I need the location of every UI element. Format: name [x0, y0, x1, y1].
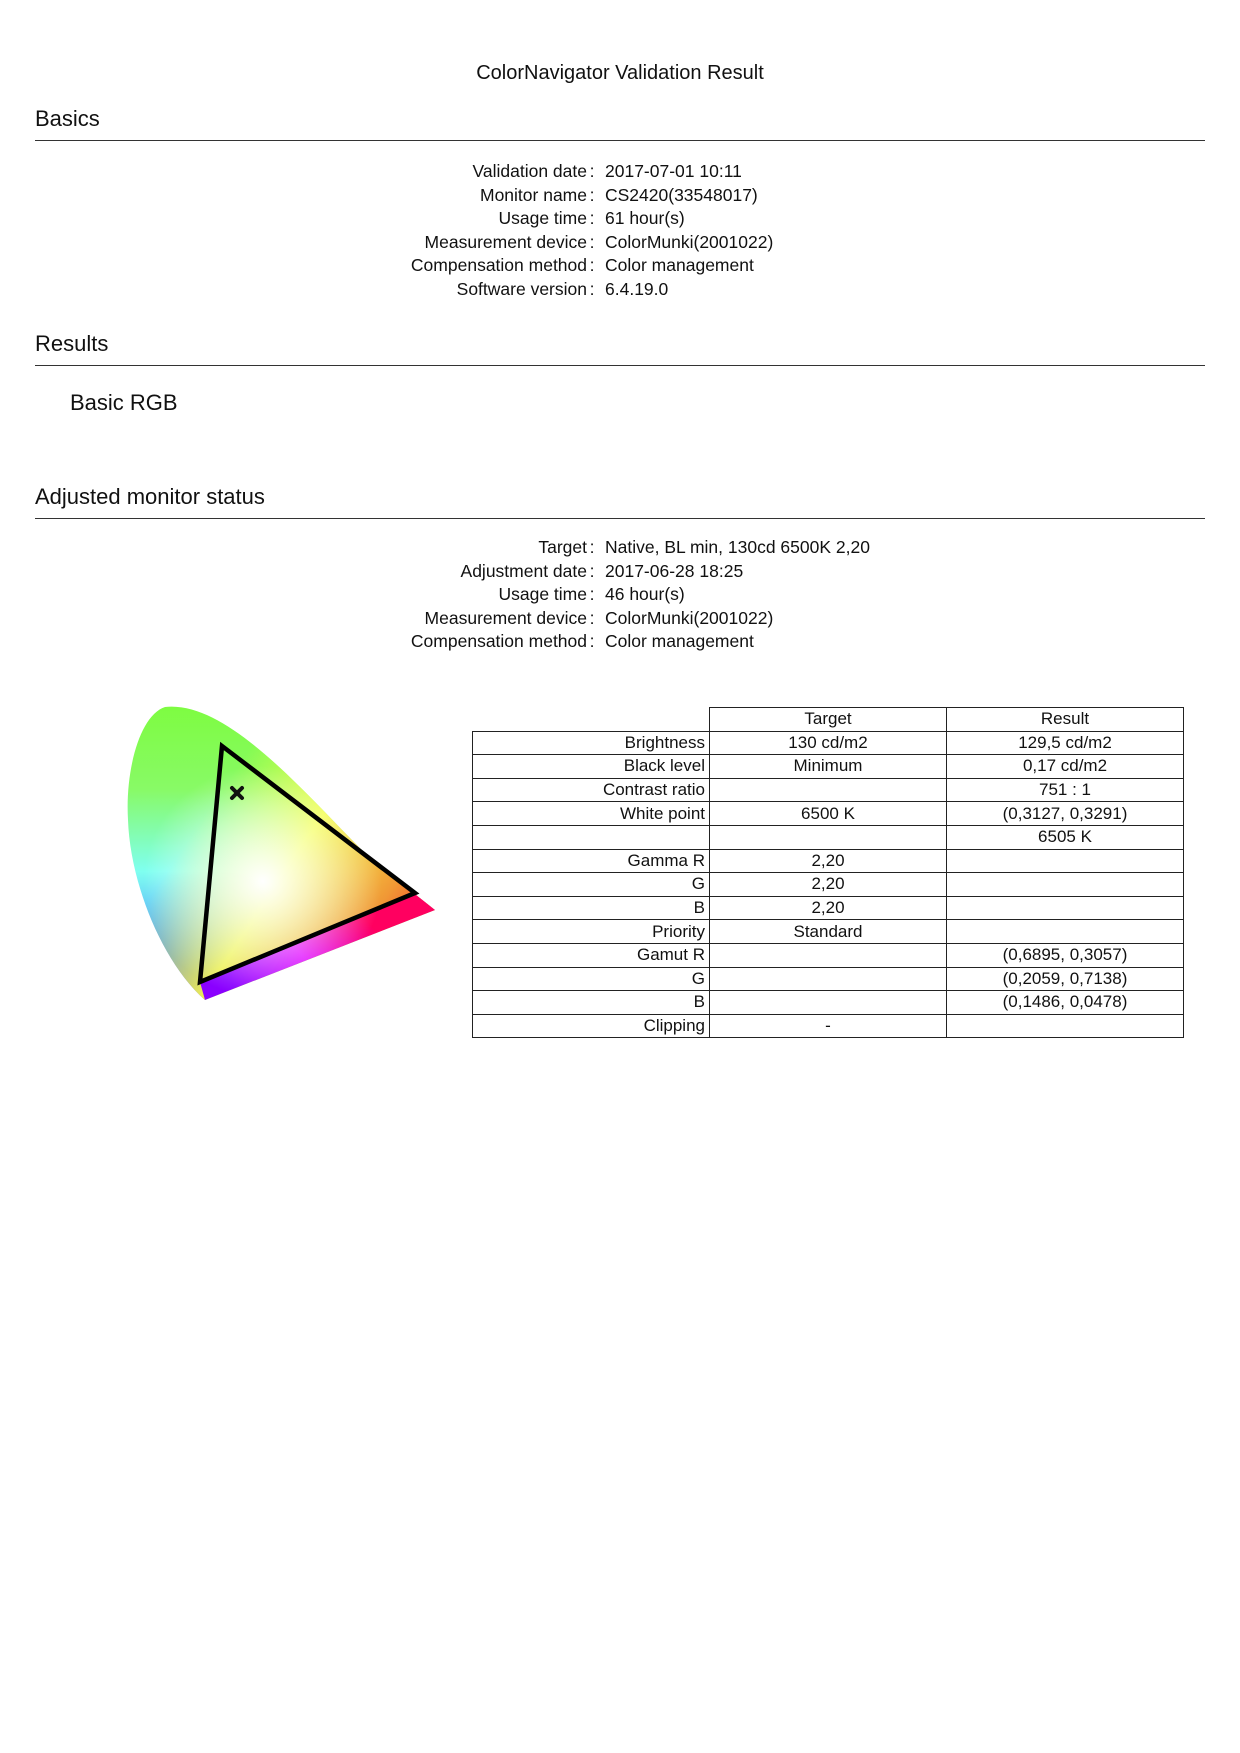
- table-header-result: Result: [947, 708, 1184, 732]
- table-row: [473, 755, 1184, 779]
- row-result-value: (0,2059, 0,7138): [947, 967, 1184, 991]
- row-target-value: [710, 825, 947, 849]
- adjusted-info-value: Native, BL min, 130cd 6500K 2,20: [605, 537, 870, 557]
- adjusted-info-row: [0, 607, 1240, 631]
- basics-info-separator: :: [589, 208, 595, 229]
- row-result-value: [947, 1014, 1184, 1038]
- table-row: [473, 991, 1184, 1015]
- basics-info-label: Monitor name: [480, 184, 587, 205]
- adjusted-info-label: Compensation method: [410, 631, 587, 652]
- basics-info-row: [0, 184, 1240, 208]
- basics-info-row: [0, 231, 1240, 255]
- row-result-value: [947, 920, 1184, 944]
- table-row: [473, 873, 1184, 897]
- adjusted-info-separator: :: [589, 631, 595, 652]
- monitor-status-table: [472, 707, 1184, 1038]
- adjusted-info-separator: :: [589, 537, 595, 557]
- section-header-results: Results: [35, 331, 1205, 366]
- adjusted-info-row: [0, 536, 1240, 560]
- row-result-value: 6505 K: [947, 825, 1184, 849]
- table-row: [473, 802, 1184, 826]
- row-result-value: 129,5 cd/m2: [947, 731, 1184, 755]
- row-target-value: [710, 967, 947, 991]
- row-target-value: 2,20: [710, 896, 947, 920]
- row-target-value: -: [710, 1014, 947, 1038]
- row-label: G: [473, 967, 710, 991]
- basics-info-label: Compensation method: [410, 255, 587, 276]
- table-row: [473, 849, 1184, 873]
- row-result-value: [947, 873, 1184, 897]
- adjusted-info-label: Usage time: [498, 584, 587, 605]
- row-label: White point: [473, 802, 710, 826]
- table-row: [473, 1014, 1184, 1038]
- table-header-row: [473, 708, 1184, 732]
- table-row: [473, 731, 1184, 755]
- adjusted-info-value: Color management: [605, 631, 754, 652]
- basics-info-separator: :: [589, 161, 595, 181]
- basics-info-row: [0, 207, 1240, 231]
- row-label: Gamut R: [473, 943, 710, 967]
- table-row: [473, 778, 1184, 802]
- table-row: [473, 896, 1184, 920]
- adjusted-info-separator: :: [589, 607, 595, 628]
- section-header-adjusted-monitor-status: Adjusted monitor status: [35, 484, 1205, 519]
- basics-info-value: 2017-07-01 10:11: [605, 161, 742, 181]
- chromaticity-diagram: [120, 690, 460, 1020]
- adjusted-info-row: [0, 630, 1240, 654]
- results-subheading: Basic RGB: [70, 390, 178, 415]
- basics-info-value: 61 hour(s): [605, 208, 685, 229]
- row-label: [473, 825, 710, 849]
- basics-info-separator: :: [589, 255, 595, 276]
- basics-info-value: ColorMunki(2001022): [605, 231, 774, 252]
- row-label: Contrast ratio: [473, 778, 710, 802]
- basics-info-label: Validation date: [472, 161, 587, 181]
- table-header-blank: [473, 708, 710, 732]
- table-row: [473, 967, 1184, 991]
- adjusted-info-label: Measurement device: [424, 607, 587, 628]
- row-label: B: [473, 991, 710, 1015]
- row-label: G: [473, 873, 710, 897]
- row-label: Priority: [473, 920, 710, 944]
- row-result-value: 751 : 1: [947, 778, 1184, 802]
- table-row: [473, 825, 1184, 849]
- document-title: ColorNavigator Validation Result: [476, 62, 764, 84]
- spectral-locus: [120, 690, 460, 1020]
- adjusted-info-label: Target: [538, 537, 587, 557]
- row-target-value: [710, 991, 947, 1015]
- basics-info-value: Color management: [605, 255, 754, 276]
- row-label: Black level: [473, 755, 710, 779]
- row-target-value: Minimum: [710, 755, 947, 779]
- basics-info-row: [0, 278, 1240, 302]
- row-result-value: 0,17 cd/m2: [947, 755, 1184, 779]
- row-target-value: 6500 K: [710, 802, 947, 826]
- basics-info-label: Measurement device: [424, 231, 587, 252]
- chromaticity-svg: [120, 690, 460, 1020]
- adjusted-info-row: [0, 583, 1240, 607]
- row-target-value: Standard: [710, 920, 947, 944]
- basics-info-list: [0, 160, 1240, 302]
- basics-info-separator: :: [589, 184, 595, 205]
- adjusted-info-value: 46 hour(s): [605, 584, 685, 605]
- row-target-value: [710, 778, 947, 802]
- table-row: [473, 920, 1184, 944]
- basics-info-row: [0, 254, 1240, 278]
- adjusted-info-label: Adjustment date: [460, 560, 587, 581]
- basics-info-separator: :: [589, 278, 595, 299]
- row-target-value: 2,20: [710, 873, 947, 897]
- row-result-value: [947, 849, 1184, 873]
- adjusted-info-row: [0, 560, 1240, 584]
- row-result-value: [947, 896, 1184, 920]
- row-target-value: 130 cd/m2: [710, 731, 947, 755]
- table-header-target: Target: [710, 708, 947, 732]
- table-row: [473, 943, 1184, 967]
- basics-info-value: 6.4.19.0: [605, 278, 669, 299]
- basics-info-label: Usage time: [498, 208, 587, 229]
- row-target-value: [710, 943, 947, 967]
- adjusted-info-value: 2017-06-28 18:25: [605, 560, 744, 581]
- adjusted-info-list: [0, 536, 1240, 654]
- row-label: B: [473, 896, 710, 920]
- section-header-basics: Basics: [35, 106, 1205, 141]
- row-result-value: (0,1486, 0,0478): [947, 991, 1184, 1015]
- row-result-value: (0,3127, 0,3291): [947, 802, 1184, 826]
- adjusted-info-separator: :: [589, 584, 595, 605]
- row-label: Gamma R: [473, 849, 710, 873]
- basics-info-label: Software version: [456, 278, 587, 299]
- adjusted-info-separator: :: [589, 560, 595, 581]
- adjusted-info-value: ColorMunki(2001022): [605, 607, 774, 628]
- row-result-value: (0,6895, 0,3057): [947, 943, 1184, 967]
- row-label: Clipping: [473, 1014, 710, 1038]
- basics-info-value: CS2420(33548017): [605, 184, 758, 205]
- basics-info-separator: :: [589, 231, 595, 252]
- basics-info-row: [0, 160, 1240, 184]
- row-label: Brightness: [473, 731, 710, 755]
- row-target-value: 2,20: [710, 849, 947, 873]
